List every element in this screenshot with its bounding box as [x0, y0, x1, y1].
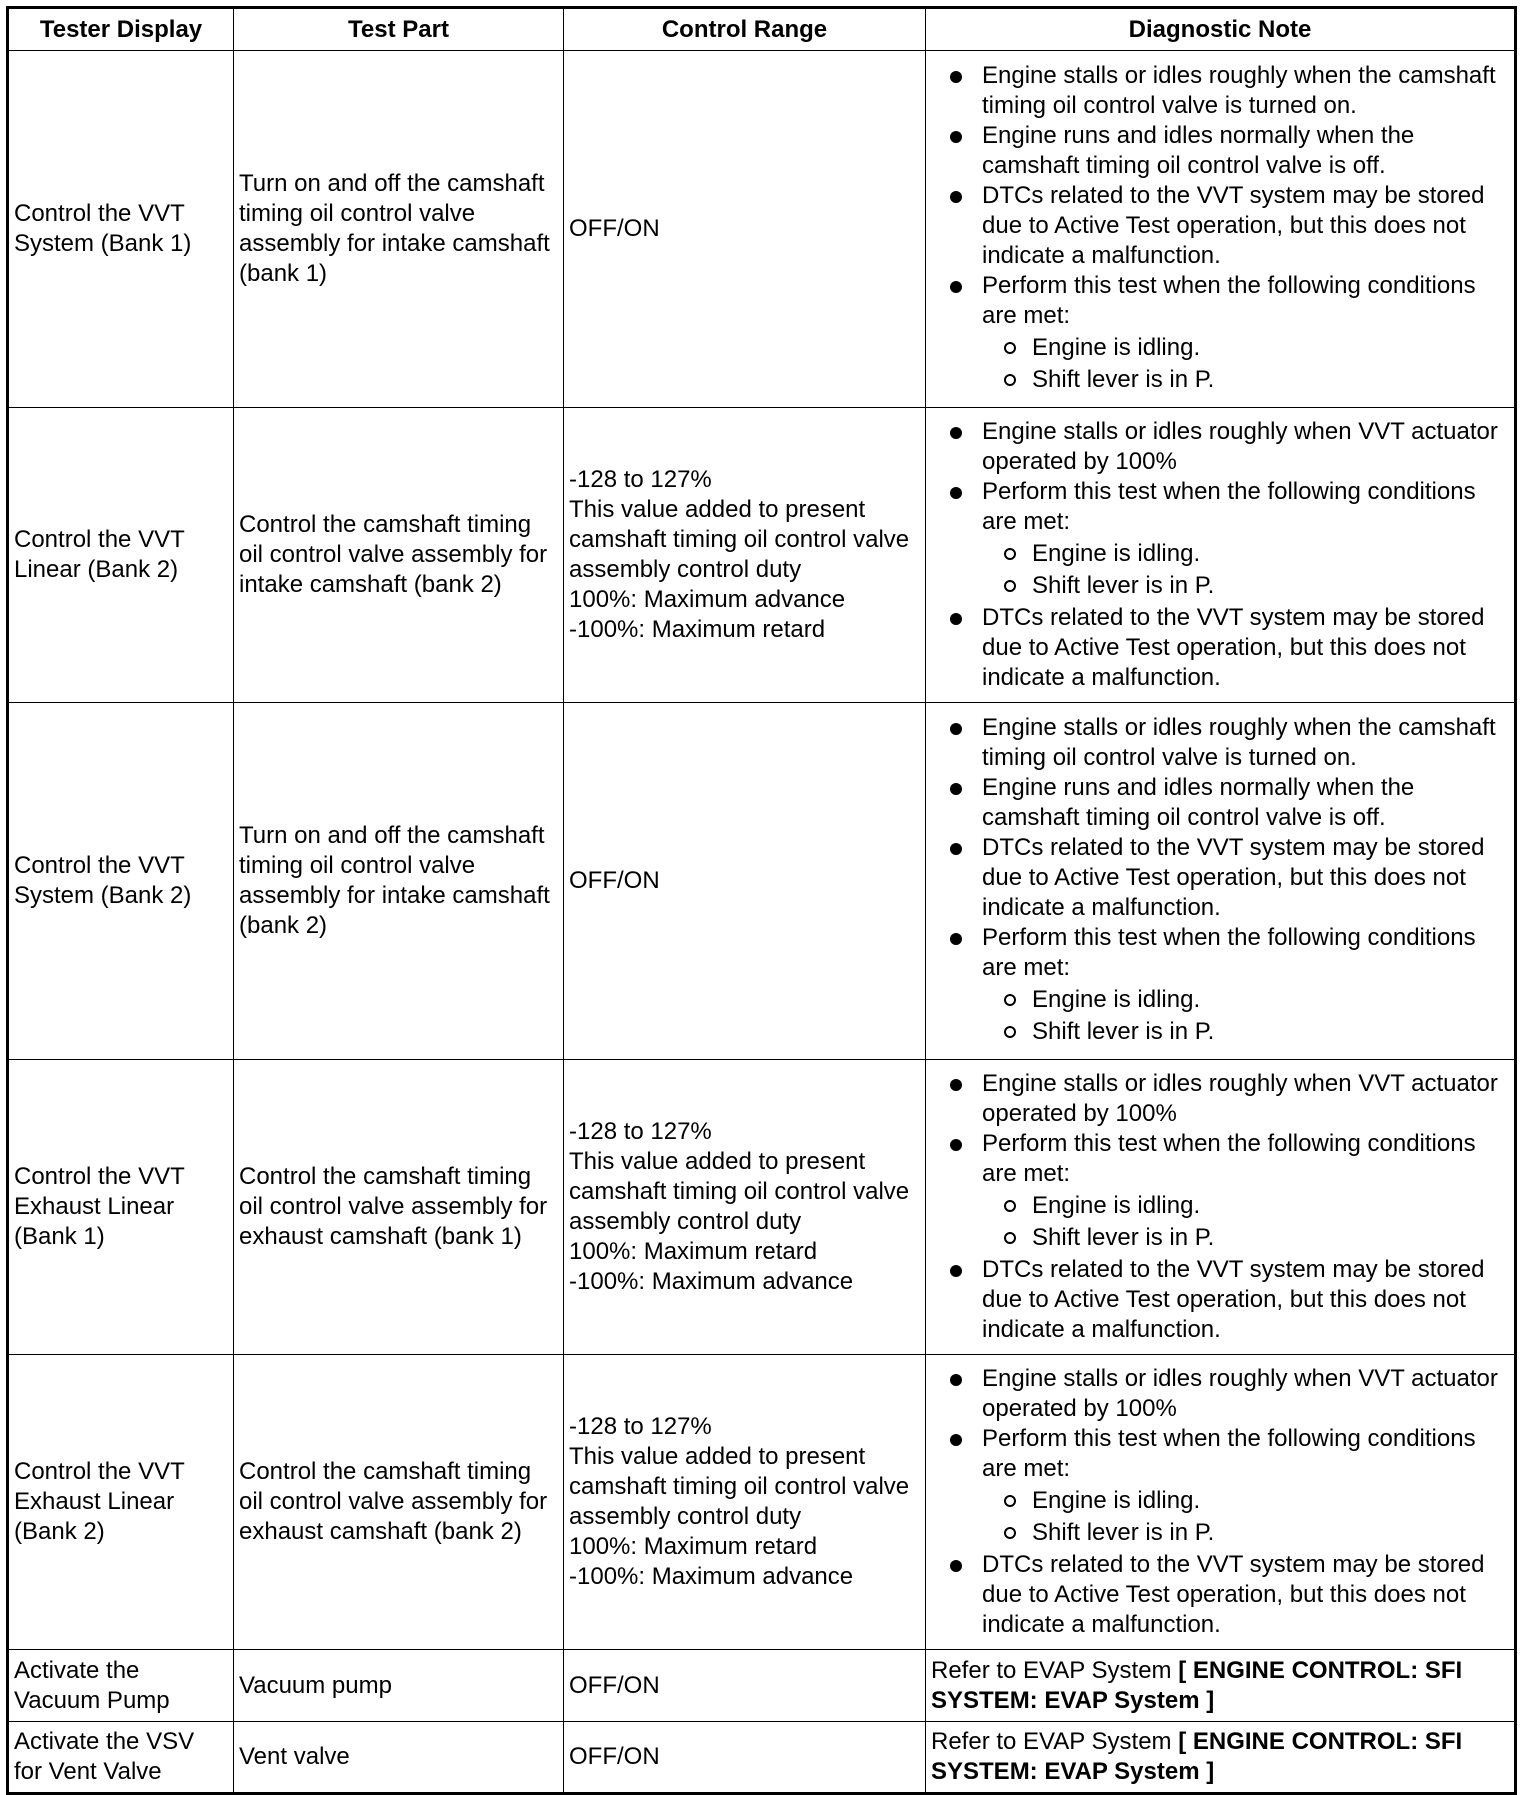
test-part-cell: Control the camshaft timing oil control valve assembly for exhaust camshaft (bank 2)	[234, 1355, 564, 1650]
bullet-icon	[950, 281, 962, 293]
note-text: Engine stalls or idles roughly when the camshaft timing oil control valve is turned on.	[982, 62, 1496, 119]
condition-text: Engine is idling.	[1032, 334, 1201, 361]
circle-bullet-icon	[1004, 580, 1016, 592]
test-part-cell: Turn on and off the camshaft timing oil control valve assembly for intake camshaft (bank 2)	[234, 703, 564, 1060]
note-text: Perform this test when the following conditions are met:	[982, 478, 1476, 535]
reference-link[interactable]: [ ENGINE CONTROL: SFI SYSTEM: EVAP System ]	[931, 1656, 1463, 1714]
control-range-line: 100%: Maximum advance	[569, 586, 846, 613]
bullet-icon	[950, 1265, 962, 1277]
note-text: Perform this test when the following conditions are met:	[982, 924, 1476, 981]
note-list	[944, 1069, 1506, 1345]
diagnostic-note-cell	[926, 1355, 1516, 1650]
condition-item	[982, 1518, 1506, 1548]
bullet-icon	[950, 487, 962, 499]
note-item	[944, 1424, 1506, 1548]
control-range-line: 100%: Maximum retard	[569, 1533, 818, 1560]
control-range-line: OFF/ON	[569, 215, 660, 242]
diagnostic-note-cell	[926, 51, 1516, 408]
condition-list	[982, 539, 1506, 601]
note-item	[944, 773, 1506, 833]
control-range-line: OFF/ON	[569, 1743, 660, 1770]
diagnostic-note-cell	[926, 1722, 1516, 1794]
bullet-icon	[950, 1139, 962, 1151]
diagnostic-note-cell	[926, 1650, 1516, 1722]
circle-bullet-icon	[1004, 1026, 1016, 1038]
table-row	[8, 51, 1516, 408]
note-list	[944, 713, 1506, 1047]
bullet-icon	[950, 1560, 962, 1572]
table-row	[8, 1650, 1516, 1722]
note-text: Engine stalls or idles roughly when VVT actuator operated by 100%	[982, 1365, 1498, 1422]
condition-item	[982, 333, 1506, 363]
diagnostic-note-cell	[926, 1060, 1516, 1355]
condition-text: Shift lever is in P.	[1032, 572, 1215, 599]
table-row	[8, 703, 1516, 1060]
condition-list	[982, 1191, 1506, 1253]
control-range-cell	[564, 1650, 926, 1722]
bullet-icon	[950, 723, 962, 735]
control-range-line: This value added to present camshaft timing oil control valve assembly control duty	[569, 496, 910, 583]
note-list	[944, 417, 1506, 693]
control-range-line: 100%: Maximum retard	[569, 1238, 818, 1265]
circle-bullet-icon	[1004, 994, 1016, 1006]
test-part-cell: Vent valve	[234, 1722, 564, 1794]
circle-bullet-icon	[1004, 342, 1016, 354]
note-item	[944, 713, 1506, 773]
note-item	[944, 1069, 1506, 1129]
bullet-icon	[950, 71, 962, 83]
note-item	[944, 271, 1506, 395]
bullet-icon	[950, 1374, 962, 1386]
condition-text: Shift lever is in P.	[1032, 366, 1215, 393]
note-item	[944, 417, 1506, 477]
table-body	[8, 51, 1516, 1794]
header-diagnostic-note: Diagnostic Note	[926, 8, 1516, 51]
bullet-icon	[950, 1079, 962, 1091]
table-row	[8, 1355, 1516, 1650]
circle-bullet-icon	[1004, 374, 1016, 386]
condition-item	[982, 1191, 1506, 1221]
tester-display-cell: Activate the VSV for Vent Valve	[8, 1722, 234, 1794]
circle-bullet-icon	[1004, 1495, 1016, 1507]
table-row	[8, 408, 1516, 703]
note-item	[944, 1129, 1506, 1253]
reference-link[interactable]: [ ENGINE CONTROL: SFI SYSTEM: EVAP System ]	[931, 1728, 1463, 1785]
header-test-part: Test Part	[234, 8, 564, 51]
condition-item	[982, 571, 1506, 601]
test-part-cell: Turn on and off the camshaft timing oil control valve assembly for intake camshaft (bank 1)	[234, 51, 564, 408]
note-text: Engine stalls or idles roughly when the camshaft timing oil control valve is turned on.	[982, 714, 1496, 771]
condition-text: Shift lever is in P.	[1032, 1519, 1215, 1546]
test-part-cell: Vacuum pump	[234, 1650, 564, 1722]
note-item	[944, 181, 1506, 271]
note-text: Engine runs and idles normally when the camshaft timing oil control valve is off.	[982, 122, 1415, 179]
header-control-range: Control Range	[564, 8, 926, 51]
condition-item	[982, 1223, 1506, 1253]
table-row	[8, 1722, 1516, 1794]
note-text: Engine stalls or idles roughly when VVT actuator operated by 100%	[982, 1070, 1498, 1127]
note-item	[944, 121, 1506, 181]
active-test-table	[6, 6, 1517, 1795]
note-text: DTCs related to the VVT system may be stored due to Active Test operation, but this does not indicate a malfunction.	[982, 1256, 1485, 1343]
bullet-icon	[950, 783, 962, 795]
circle-bullet-icon	[1004, 1527, 1016, 1539]
control-range-line: OFF/ON	[569, 867, 660, 894]
condition-list	[982, 985, 1506, 1047]
bullet-icon	[950, 843, 962, 855]
condition-text: Engine is idling.	[1032, 1192, 1201, 1219]
condition-text: Engine is idling.	[1032, 1487, 1201, 1514]
condition-item	[982, 1017, 1506, 1047]
condition-text: Engine is idling.	[1032, 986, 1201, 1013]
tester-display-cell: Control the VVT Exhaust Linear (Bank 1)	[8, 1060, 234, 1355]
note-item	[944, 1255, 1506, 1345]
condition-item	[982, 365, 1506, 395]
control-range-line: -128 to 127%	[569, 1118, 712, 1145]
note-text: Perform this test when the following conditions are met:	[982, 1425, 1476, 1482]
bullet-icon	[950, 131, 962, 143]
tester-display-cell: Activate the Vacuum Pump	[8, 1650, 234, 1722]
note-item	[944, 923, 1506, 1047]
bullet-icon	[950, 613, 962, 625]
condition-item	[982, 1486, 1506, 1516]
control-range-line: -100%: Maximum advance	[569, 1268, 854, 1295]
control-range-line: -128 to 127%	[569, 466, 712, 493]
note-text: DTCs related to the VVT system may be stored due to Active Test operation, but this does not indicate a malfunction.	[982, 604, 1485, 691]
control-range-cell	[564, 703, 926, 1060]
condition-item	[982, 985, 1506, 1015]
note-text: Perform this test when the following conditions are met:	[982, 1130, 1476, 1187]
control-range-line: OFF/ON	[569, 1671, 660, 1699]
control-range-cell	[564, 1722, 926, 1794]
note-item	[944, 1550, 1506, 1640]
note-list	[944, 1364, 1506, 1640]
control-range-cell	[564, 51, 926, 408]
test-part-cell: Control the camshaft timing oil control valve assembly for intake camshaft (bank 2)	[234, 408, 564, 703]
table-row	[8, 1060, 1516, 1355]
tester-display-cell: Control the VVT System (Bank 1)	[8, 51, 234, 408]
control-range-cell	[564, 408, 926, 703]
bullet-icon	[950, 427, 962, 439]
diagnostic-note-cell	[926, 703, 1516, 1060]
note-item	[944, 1364, 1506, 1424]
condition-item	[982, 539, 1506, 569]
note-text: DTCs related to the VVT system may be stored due to Active Test operation, but this does not indicate a malfunction.	[982, 1551, 1485, 1638]
note-item	[944, 603, 1506, 693]
tester-display-cell: Control the VVT System (Bank 2)	[8, 703, 234, 1060]
note-item	[944, 477, 1506, 601]
condition-text: Shift lever is in P.	[1032, 1018, 1215, 1045]
note-item	[944, 833, 1506, 923]
note-text: Engine runs and idles normally when the camshaft timing oil control valve is off.	[982, 774, 1415, 831]
note-item	[944, 61, 1506, 121]
header-row	[8, 8, 1516, 51]
control-range-line: This value added to present camshaft timing oil control valve assembly control duty	[569, 1443, 910, 1530]
note-list	[944, 61, 1506, 395]
note-text: DTCs related to the VVT system may be stored due to Active Test operation, but this does not indicate a malfunction.	[982, 182, 1485, 269]
bullet-icon	[950, 933, 962, 945]
circle-bullet-icon	[1004, 1232, 1016, 1244]
note-text: Perform this test when the following conditions are met:	[982, 272, 1476, 329]
circle-bullet-icon	[1004, 1200, 1016, 1212]
control-range-cell	[564, 1355, 926, 1650]
header-tester-display: Tester Display	[8, 8, 234, 51]
reference-prefix: Refer to EVAP System	[931, 1728, 1172, 1755]
tester-display-cell: Control the VVT Exhaust Linear (Bank 2)	[8, 1355, 234, 1650]
condition-text: Engine is idling.	[1032, 540, 1201, 567]
bullet-icon	[950, 1434, 962, 1446]
test-part-cell: Control the camshaft timing oil control valve assembly for exhaust camshaft (bank 1)	[234, 1060, 564, 1355]
control-range-cell	[564, 1060, 926, 1355]
condition-text: Shift lever is in P.	[1032, 1224, 1215, 1251]
control-range-line: -100%: Maximum advance	[569, 1563, 854, 1590]
tester-display-cell: Control the VVT Linear (Bank 2)	[8, 408, 234, 703]
diagnostic-note-cell	[926, 408, 1516, 703]
control-range-line: This value added to present camshaft timing oil control valve assembly control duty	[569, 1148, 910, 1235]
circle-bullet-icon	[1004, 548, 1016, 560]
reference-prefix: Refer to EVAP System	[931, 1656, 1172, 1684]
bullet-icon	[950, 191, 962, 203]
control-range-line: -100%: Maximum retard	[569, 616, 826, 643]
condition-list	[982, 333, 1506, 395]
control-range-line: -128 to 127%	[569, 1413, 712, 1440]
note-text: Engine stalls or idles roughly when VVT actuator operated by 100%	[982, 418, 1498, 475]
condition-list	[982, 1486, 1506, 1548]
note-text: DTCs related to the VVT system may be stored due to Active Test operation, but this does not indicate a malfunction.	[982, 834, 1485, 921]
